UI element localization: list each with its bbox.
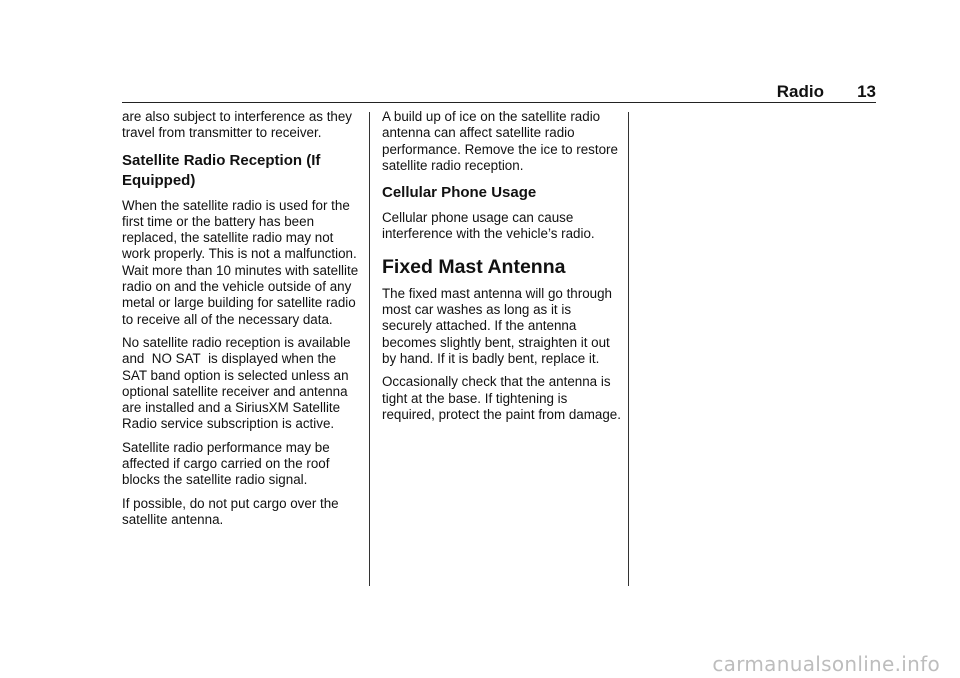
heading-satellite-radio-reception: Satellite Radio Reception (If Equipped) — [122, 151, 321, 189]
heading-fixed-mast-antenna: Fixed Mast Antenna — [382, 255, 566, 278]
paragraph-cargo-roof: Satellite radio performance may be affected if cargo carried on the roof blocks the satellite radio signal. — [122, 439, 330, 488]
watermark: carmanualsonline.info — [712, 652, 940, 676]
page-number: 13 — [857, 82, 876, 101]
column-left — [122, 109, 362, 535]
page-header — [122, 82, 876, 103]
paragraph-cargo-antenna: If possible, do not put cargo over the satellite antenna. — [122, 495, 339, 527]
column-middle — [382, 109, 622, 430]
paragraph-car-washes: The fixed mast antenna will go through most car washes as long as it is securely attached. If the antenna becomes slightly bent, straighten it out by hand. If it is badly bent, replace it. — [382, 285, 613, 366]
paragraph-interference: are also subject to interference as they travel from transmitter to receiver. — [122, 109, 353, 141]
paragraph-no-sat: No satellite radio reception is available and NO SAT is displayed when the SAT band option is selected unless an optional satellite receiver and antenna are installed and a SiriusXM Satellite Radio service subscription is active. — [122, 334, 351, 432]
paragraph-first-time: When the satellite radio is used for the first time or the battery has been replaced, the satellite radio may not work properly. This is not a malfunction. Wait more than 10 minutes with satellite radio on and the vehicle outside of any metal or large building for satellite radio to receive all of the necessary data. — [122, 197, 359, 327]
column-divider-right — [628, 112, 629, 586]
paragraph-cellular: Cellular phone usage can cause interference with the vehicle’s radio. — [382, 210, 595, 242]
paragraph-ice: A build up of ice on the satellite radio antenna can affect satellite radio performance. Remove the ice to restore satellite radio reception. — [382, 109, 618, 173]
column-divider-left — [369, 112, 370, 586]
section-title: Radio — [776, 82, 824, 101]
heading-cellular-phone-usage: Cellular Phone Usage — [382, 184, 537, 202]
paragraph-check-antenna: Occasionally check that the antenna is tight at the base. If tightening is required, protect the paint from damage. — [382, 374, 621, 422]
